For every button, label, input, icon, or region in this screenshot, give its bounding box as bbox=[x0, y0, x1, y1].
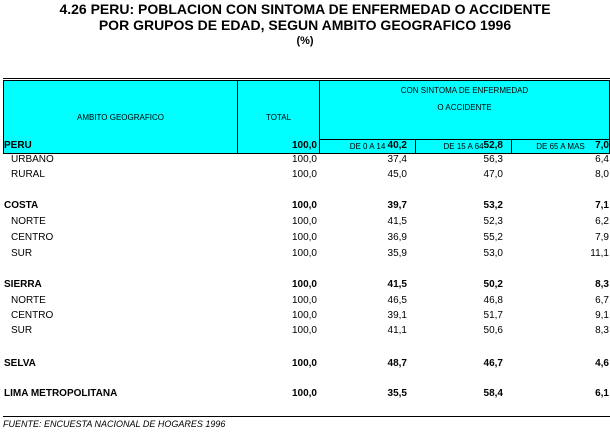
row-label: SUR bbox=[11, 248, 33, 259]
cell-15-64: 52,8 bbox=[483, 140, 503, 151]
table-title-line-1: 4.26 PERU: POBLACION CON SINTOMA DE ENFERMEDAD O ACCIDENTE bbox=[59, 1, 551, 17]
cell-0-14: 35,5 bbox=[387, 388, 407, 399]
cell-total: 100,0 bbox=[291, 140, 317, 151]
row-label: CENTRO bbox=[11, 310, 54, 321]
cell-15-64: 51,7 bbox=[483, 310, 503, 321]
cell-0-14: 46,5 bbox=[387, 295, 407, 306]
bottom-rule bbox=[3, 416, 610, 417]
cell-15-64: 46,8 bbox=[483, 295, 503, 306]
table-row bbox=[0, 215, 610, 229]
header-ambito: AMBITO GEOGRAFICO bbox=[4, 81, 238, 153]
table-row bbox=[0, 199, 610, 213]
cell-total: 100,0 bbox=[291, 232, 317, 243]
cell-total: 100,0 bbox=[291, 169, 317, 180]
row-label: SELVA bbox=[4, 358, 36, 369]
cell-0-14: 39,7 bbox=[387, 200, 407, 211]
unit-label: (%) bbox=[296, 35, 314, 47]
cell-total: 100,0 bbox=[291, 154, 317, 165]
row-label: URBANO bbox=[11, 154, 54, 165]
cell-total: 100,0 bbox=[291, 295, 317, 306]
row-label: NORTE bbox=[11, 216, 46, 227]
cell-65-mas: 9,1 bbox=[595, 310, 609, 321]
cell-65-mas: 6,2 bbox=[595, 216, 609, 227]
cell-0-14: 45,0 bbox=[387, 169, 407, 180]
cell-total: 100,0 bbox=[291, 200, 317, 211]
cell-65-mas: 4,6 bbox=[595, 358, 609, 369]
cell-65-mas: 7,0 bbox=[595, 140, 609, 151]
table-row bbox=[0, 168, 610, 182]
cell-65-mas: 8,3 bbox=[595, 325, 609, 336]
table-row bbox=[0, 247, 610, 261]
table-row bbox=[0, 278, 610, 292]
cell-15-64: 52,3 bbox=[483, 216, 503, 227]
cell-0-14: 36,9 bbox=[387, 232, 407, 243]
cell-15-64: 47,0 bbox=[483, 169, 503, 180]
cell-15-64: 53,0 bbox=[483, 248, 503, 259]
cell-15-64: 50,2 bbox=[483, 279, 503, 290]
header-col-65-mas: DE 65 A MAS bbox=[512, 139, 609, 153]
cell-0-14: 37,4 bbox=[387, 154, 407, 165]
cell-65-mas: 7,1 bbox=[595, 200, 609, 211]
row-label: RURAL bbox=[11, 169, 45, 180]
header-col-0-14: DE 0 A 14 bbox=[320, 139, 416, 153]
cell-0-14: 39,1 bbox=[387, 310, 407, 321]
cell-65-mas: 11,1 bbox=[590, 248, 609, 259]
cell-0-14: 40,2 bbox=[387, 140, 407, 151]
cell-65-mas: 6,4 bbox=[595, 154, 609, 165]
cell-0-14: 41,5 bbox=[387, 216, 407, 227]
table-row bbox=[0, 231, 610, 245]
cell-65-mas: 8,0 bbox=[595, 169, 609, 180]
table-row bbox=[0, 324, 610, 338]
row-label: CENTRO bbox=[11, 232, 54, 243]
table-row bbox=[0, 309, 610, 323]
header-total: TOTAL bbox=[238, 81, 320, 153]
top-rule bbox=[3, 78, 610, 79]
cell-total: 100,0 bbox=[291, 358, 317, 369]
table-row bbox=[0, 294, 610, 308]
cell-0-14: 35,9 bbox=[387, 248, 407, 259]
cell-total: 100,0 bbox=[291, 216, 317, 227]
cell-15-64: 56,3 bbox=[483, 154, 503, 165]
table-row bbox=[0, 139, 610, 153]
row-label: NORTE bbox=[11, 295, 46, 306]
row-label: LIMA METROPOLITANA bbox=[4, 388, 118, 399]
cell-15-64: 55,2 bbox=[483, 232, 503, 243]
row-label: SIERRA bbox=[4, 279, 42, 290]
table-row bbox=[0, 153, 610, 167]
cell-total: 100,0 bbox=[291, 279, 317, 290]
header-col-15-64: DE 15 A 64 bbox=[416, 139, 512, 153]
cell-15-64: 46,7 bbox=[483, 358, 503, 369]
cell-65-mas: 6,1 bbox=[595, 388, 609, 399]
cell-15-64: 50,6 bbox=[483, 325, 503, 336]
cell-65-mas: 8,3 bbox=[595, 279, 609, 290]
cell-total: 100,0 bbox=[291, 310, 317, 321]
source-note: FUENTE: ENCUESTA NACIONAL DE HOGARES 1996 bbox=[3, 419, 226, 429]
cell-65-mas: 7,9 bbox=[595, 232, 609, 243]
row-label: SUR bbox=[11, 325, 33, 336]
cell-total: 100,0 bbox=[291, 325, 317, 336]
table-title-line-2: POR GRUPOS DE EDAD, SEGUN AMBITO GEOGRAFICO 1996 bbox=[98, 17, 512, 33]
table-row bbox=[0, 357, 610, 371]
cell-total: 100,0 bbox=[291, 248, 317, 259]
cell-0-14: 41,1 bbox=[387, 325, 407, 336]
cell-15-64: 53,2 bbox=[483, 200, 503, 211]
header-group-line-2: O ACCIDENTE bbox=[437, 102, 492, 112]
cell-65-mas: 6,7 bbox=[595, 295, 609, 306]
header-group-line-1: CON SINTOMA DE ENFERMEDAD bbox=[400, 85, 529, 95]
cell-total: 100,0 bbox=[291, 388, 317, 399]
cell-0-14: 48,7 bbox=[387, 358, 407, 369]
cell-0-14: 41,5 bbox=[387, 279, 407, 290]
cell-15-64: 58,4 bbox=[483, 388, 503, 399]
table-row bbox=[0, 387, 610, 401]
row-label: COSTA bbox=[4, 200, 39, 211]
row-label: PERU bbox=[4, 140, 32, 151]
